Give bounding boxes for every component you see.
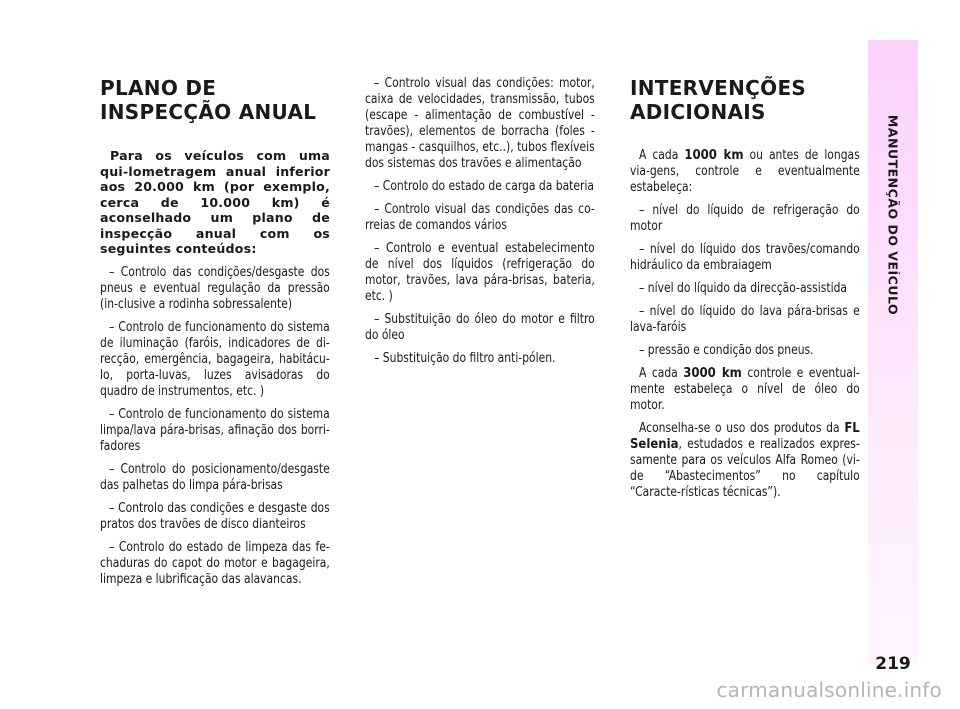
page-number: 219 <box>875 654 911 674</box>
plan-item: – Controlo visual das condições das co-rreias de comandos vários <box>365 202 595 233</box>
intervention-item: – nível do líquido de refrigeração do motor <box>630 203 860 234</box>
intervention-item: – nível do líquido dos travões/comando hidráulico da embraiagem <box>630 242 860 273</box>
text-run: A cada <box>639 366 684 381</box>
interventions-intro <box>630 148 860 196</box>
interventions-heading <box>630 76 860 124</box>
plan-heading-line2: INSPECÇÃO ANUAL <box>100 100 317 124</box>
plan-item: – Controlo visual das condições: motor, caixa de velocidades, transmissão, tubos (escape - alimentação de combustível - travões), elementos de borracha (foles - mangas - casquilhos, etc..), tubos flexíveis dos sistemas dos travões e alimentação <box>365 76 595 171</box>
text-run: A cada <box>639 148 685 163</box>
section-title: MANUTENÇÃO DO VEÍCULO <box>885 114 901 316</box>
interventions-products-paragraph <box>630 421 860 501</box>
plan-item: – Controlo e eventual estabelecimento de nível dos líquidos (refrigeração do motor, travões, lava pára-brisas, bateria, etc. ) <box>365 241 595 304</box>
column-middle <box>365 76 595 374</box>
distance-1000km: 1000 km <box>684 148 744 163</box>
plan-item: – Controlo de funcionamento do sistema limpa/lava pára-brisas, afinação dos borri-fadores <box>100 406 330 454</box>
interventions-heading-line2: ADICIONAIS <box>630 100 766 124</box>
intervention-item: – nível do líquido da direcção-assistida <box>639 281 848 296</box>
plan-item: – Controlo de funcionamento do sistema de iluminação (faróis, indicadores de di-recção, emergência, bagageira, habitácu-lo, porta-luvas, luzes avisadoras do quadro de instrumentos, etc. ) <box>100 319 330 399</box>
section-sidebar <box>868 40 918 674</box>
text-run: , estudados e realizados expres-samente para os veículos Alfa Romeo (vi-de “Abastecimentos” no capítulo “Caracte-rísticas técnicas”). <box>630 437 860 500</box>
intervention-item: – nível do líquido do lava pára-brisas e lava-faróis <box>630 304 860 335</box>
plan-item: – Controlo das condições/desgaste dos pneus e eventual regulação da pressão (in-clusive a rodinha sobressalente) <box>100 264 330 312</box>
plan-item: – Controlo do estado de limpeza das fe-chaduras do capot do motor e bagageira, limpeza e lubrificação das alavancas. <box>100 539 330 587</box>
watermark-text: carmanualsonline.info <box>716 678 942 702</box>
plan-heading-line1: PLANO DE <box>100 76 217 100</box>
text-run: controle e eventual-mente estabeleça o nível de óleo do motor. <box>630 366 860 413</box>
text-run: Aconselha-se o uso dos produtos da <box>639 421 845 436</box>
brand-fl-selenia: FL Selenia <box>630 421 860 452</box>
plan-heading <box>100 76 330 124</box>
interventions-oil-paragraph <box>630 366 860 414</box>
column-left <box>100 76 330 595</box>
column-right <box>630 76 860 508</box>
plan-lead-paragraph: Para os veículos com uma qui-lometragem anual inferior aos 20.000 km (por exemplo, cerca de 10.000 km) é aconselhado um plano de inspecção anual com os seguintes conteúdos: <box>100 148 330 256</box>
plan-item: – Controlo das condições e desgaste dos pratos dos travões de disco dianteiros <box>100 500 330 532</box>
interventions-heading-line1: INTERVENÇÕES <box>630 76 807 100</box>
plan-item: – Controlo do posicionamento/desgaste das palhetas do limpa pára-brisas <box>100 461 330 493</box>
distance-3000km: 3000 km <box>683 366 742 381</box>
plan-item: – Substituição do óleo do motor e filtro do óleo <box>365 312 595 343</box>
intervention-item: – pressão e condição dos pneus. <box>639 343 814 358</box>
text-run: ou antes de longas via-gens, controle e eventualmente estabeleça: <box>630 148 860 195</box>
plan-item: – Substituição do filtro anti-pólen. <box>374 351 556 366</box>
plan-item: – Controlo do estado de carga da bateria <box>374 179 595 194</box>
